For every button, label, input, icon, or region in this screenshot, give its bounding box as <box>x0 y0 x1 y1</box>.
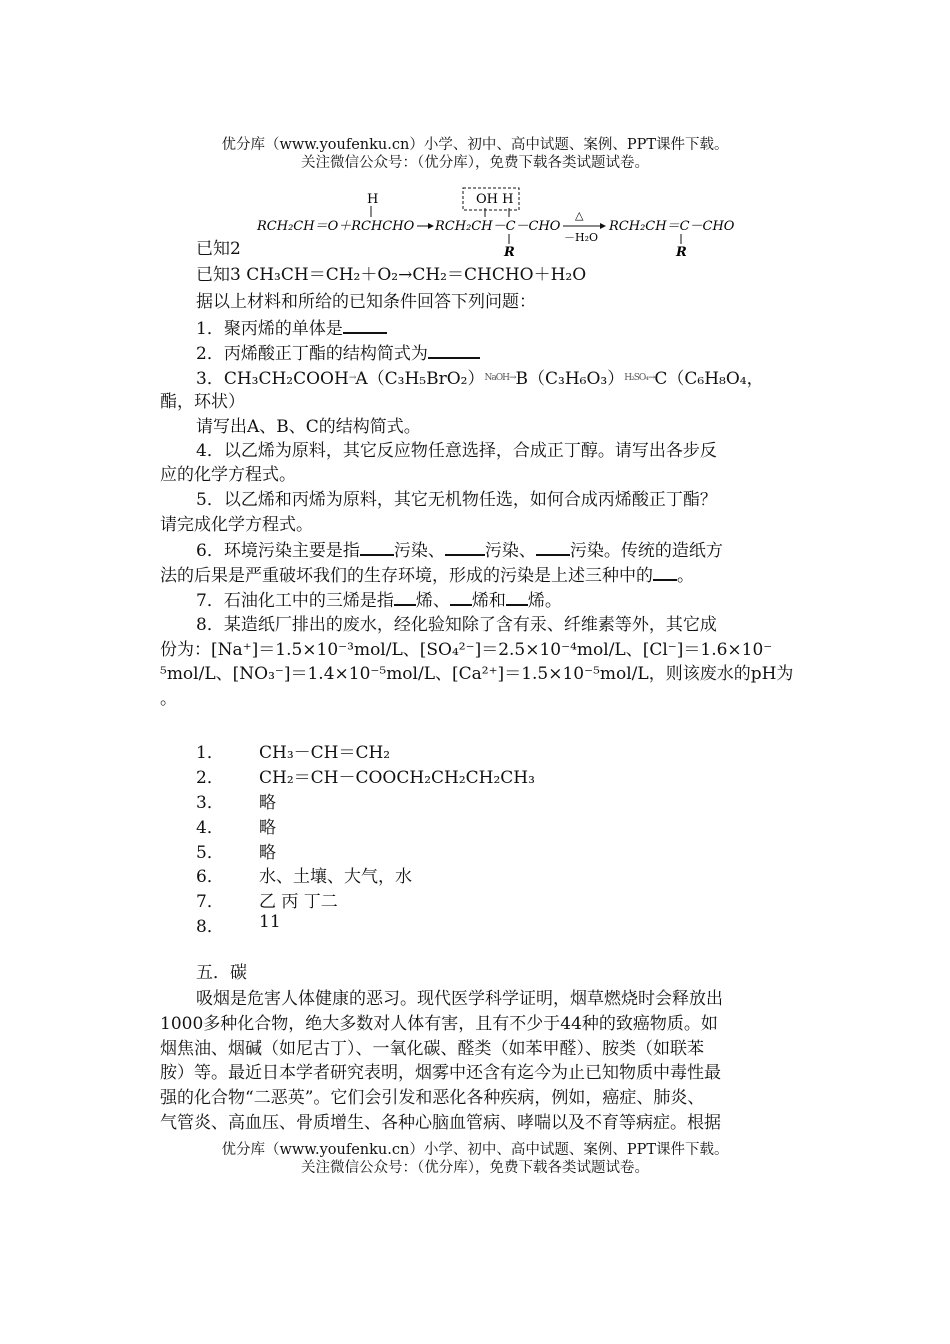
q7-d: 烯。 <box>527 591 562 611</box>
section-5-line-6: 气管炎、高血压、骨质增生、各种心脑血管病、哮喘以及不育等病症。根据 <box>160 1113 721 1133</box>
q3-reactant: 3．CH₃CH₂COOH <box>196 369 349 389</box>
answer-number: 8． <box>196 917 224 937</box>
question-6-line-1 <box>196 539 723 562</box>
section-5-title: 五．碳 <box>196 963 247 983</box>
question-7 <box>196 589 562 612</box>
question-8-line-1: 8．某造纸厂排出的废水，经化验知除了含有汞、纤维素等外，其它成 <box>196 615 717 635</box>
question-5-line-2: 请完成化学方程式。 <box>160 515 313 535</box>
question-6-line-2 <box>160 564 694 587</box>
question-8-line-2: 份为：[Na⁺]＝1.5×10⁻³mol/L、[SO₄²⁻]＝2.5×10⁻⁴mol/L、[Cl⁻]＝1.6×10⁻ <box>160 640 773 660</box>
question-3-ask: 请写出A、B、C的结构简式。 <box>196 417 421 437</box>
q6-end: 。 <box>677 566 694 586</box>
footer-line-1: 优分库（www.youfenku.cn）小学、初中、高中试题、案例、PPT课件下载。 <box>221 1142 729 1158</box>
question-2-text: 2．丙烯酸正丁酯的结构简式为 <box>196 344 428 364</box>
question-2 <box>196 342 480 365</box>
arrow-icon: → <box>508 373 516 383</box>
blank <box>360 539 394 556</box>
reaction-part1: RCH₂CH＝O＋RCHCHO <box>257 219 415 234</box>
answer-number: 7． <box>196 892 224 912</box>
blank <box>506 589 528 606</box>
q3-c: C（C₆H₈O₄， <box>654 369 764 389</box>
question-5-line-1: 5．以乙烯和丙烯为原料，其它无机物任选，如何合成丙烯酸正丁酯？ <box>196 490 717 510</box>
blank <box>428 342 480 359</box>
reaction-oh-h: OH H <box>476 192 514 207</box>
q6-b: 污染、 <box>393 541 445 561</box>
arrow-icon: → <box>647 373 655 383</box>
blank <box>343 317 387 334</box>
q3-b: B（C₃H₆O₃） <box>515 369 625 389</box>
arrow-icon: → <box>348 373 356 383</box>
q7-b: 烯、 <box>415 591 450 611</box>
reaction-r-sub: R <box>504 245 515 260</box>
header-line-1: 优分库（www.youfenku.cn）小学、初中、高中试题、案例、PPT课件下载。 <box>221 137 729 153</box>
question-3-line-2: 酯，环状） <box>160 392 245 412</box>
answer-number: 2． <box>196 768 224 788</box>
answer-text: CH₂＝CH－COOCH₂CH₂CH₂CH₃ <box>259 768 535 788</box>
blank <box>445 539 485 556</box>
footer-line-2: 关注微信公众号：（优分库），免费下载各类试题试卷。 <box>301 1160 649 1176</box>
q7-a: 7．石油化工中的三烯是指 <box>196 591 394 611</box>
answer-text: CH₃－CH＝CH₂ <box>259 743 391 763</box>
answer-number: 5． <box>196 843 224 863</box>
answer-number: 6． <box>196 867 224 887</box>
reaction-h-top: H <box>367 192 379 207</box>
question-3-line-1 <box>196 367 764 390</box>
intro: 据以上材料和所给的已知条件回答下列问题： <box>196 292 536 312</box>
section-5-line-2: 1000多种化合物，绝大多数对人体有害，且有不少于44种的致癌物质。如 <box>160 1014 718 1034</box>
answer-text: 乙 丙 丁二 <box>259 892 338 912</box>
question-4-line-2: 应的化学方程式。 <box>160 465 296 485</box>
q7-c: 烯和 <box>471 591 506 611</box>
blank <box>653 564 677 581</box>
answer-text: 水、土壤、大气，水 <box>259 867 412 887</box>
question-8-line-4: 。 <box>160 689 177 709</box>
q6-c: 污染、 <box>484 541 536 561</box>
question-4-line-1: 4．以乙烯为原料，其它反应物任意选择，合成正丁醇。请写出各步反 <box>196 441 717 461</box>
question-1 <box>196 317 387 340</box>
reaction-r-sub-2: R <box>676 245 687 260</box>
answer-text: 11 <box>259 912 281 932</box>
q3-naoh-label: NaOH <box>484 373 509 383</box>
answer-text: 略 <box>259 793 276 813</box>
reaction-part2: RCH₂CH－C－CHO <box>435 219 561 234</box>
question-8-line-3: ⁵mol/L、[NO₃⁻]＝1.4×10⁻⁵mol/L、[Ca²⁺]＝1.5×10⁻⁵mol/L，则该废水的pH为 <box>160 664 794 684</box>
answer-text: 略 <box>259 818 276 838</box>
reaction-minus-water: －H₂O <box>564 231 599 244</box>
reaction-heat: △ <box>575 209 584 222</box>
section-5-line-5: 强的化合物“二恶英”。它们会引发和恶化各种疾病，例如，癌症、肺炎、 <box>160 1088 705 1108</box>
section-5-line-1: 吸烟是危害人体健康的恶习。现代医学科学证明，烟草燃烧时会释放出 <box>196 989 723 1009</box>
question-1-text: 1．聚丙烯的单体是 <box>196 319 343 339</box>
q3-a: A（C₃H₅BrO₂） <box>355 369 485 389</box>
q3-h2so4-label: H₂SO₄ <box>624 373 648 383</box>
answer-text: 略 <box>259 843 276 863</box>
blank <box>394 589 416 606</box>
answer-number: 1． <box>196 743 224 763</box>
blank <box>536 539 570 556</box>
reaction-part3: RCH₂CH＝C－CHO <box>609 219 735 234</box>
blank <box>450 589 472 606</box>
answer-number: 4． <box>196 818 224 838</box>
known2-label: 已知2 <box>196 239 241 259</box>
q6-l2: 法的后果是严重破坏我们的生存环境，形成的污染是上述三种中的 <box>160 566 653 586</box>
answer-number: 3． <box>196 793 224 813</box>
section-5-line-4: 胺）等。最近日本学者研究表明，烟雾中还含有迄今为止已知物质中毒性最 <box>160 1063 721 1083</box>
q6-d: 污染。传统的造纸方 <box>569 541 723 561</box>
known3: 已知3 CH₃CH＝CH₂＋O₂→CH₂＝CHCHO＋H₂O <box>196 265 587 285</box>
q6-a: 6．环境污染主要是指 <box>196 541 360 561</box>
section-5-line-3: 烟焦油、烟碱（如尼古丁）、一氧化碳、醛类（如苯甲醛）、胺类（如联苯 <box>160 1039 704 1059</box>
reaction-diagram <box>255 186 735 266</box>
header-line-2: 关注微信公众号：（优分库），免费下载各类试题试卷。 <box>301 155 649 171</box>
